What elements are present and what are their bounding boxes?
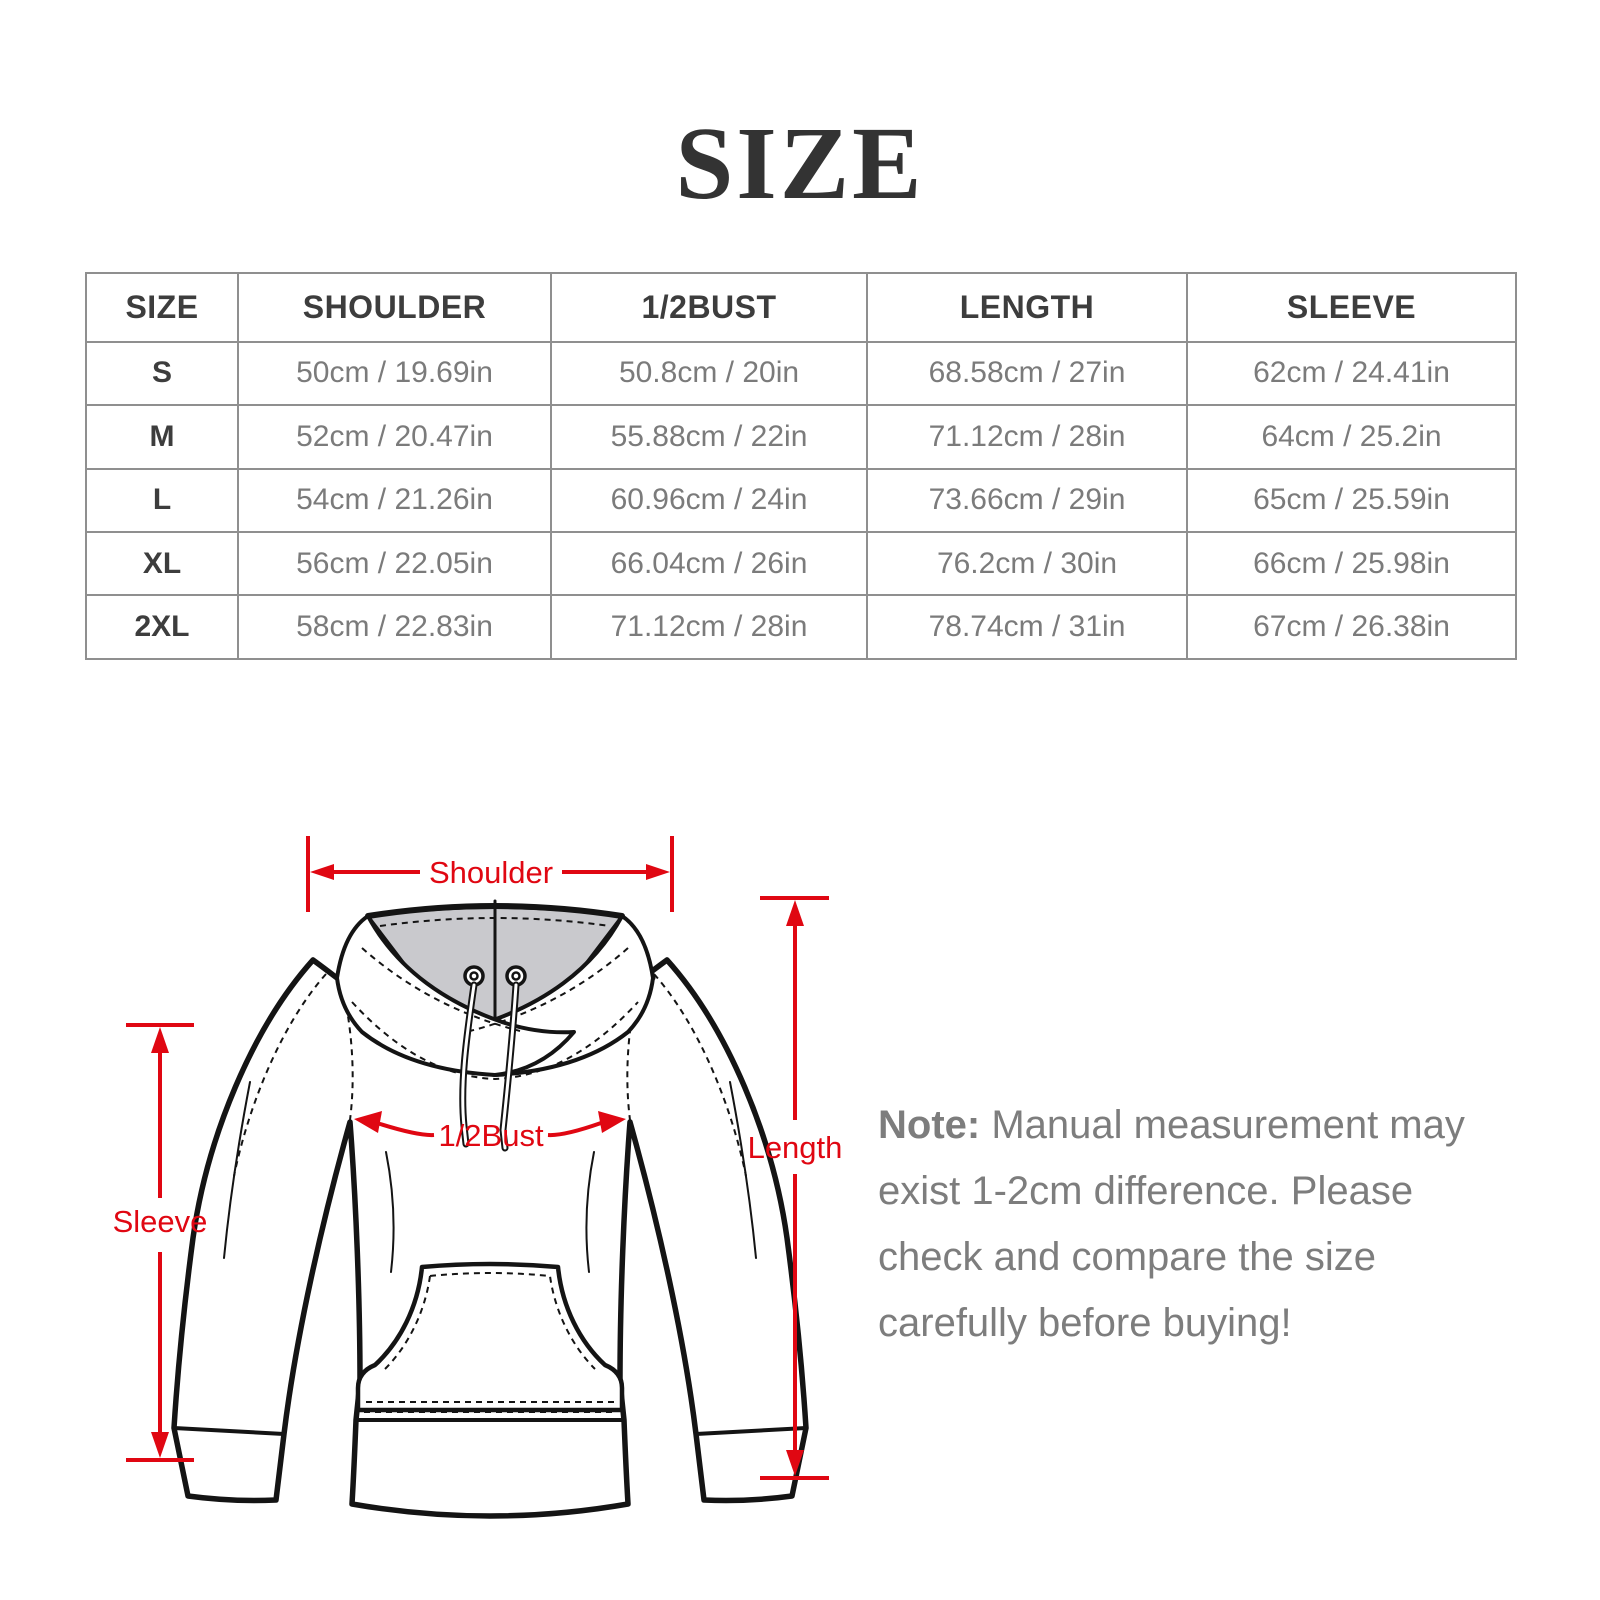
cell-shoulder: 58cm / 22.83in bbox=[238, 595, 551, 659]
table-header-row bbox=[86, 273, 1516, 342]
table-row bbox=[86, 532, 1516, 595]
length-label: Length bbox=[747, 1130, 843, 1165]
table-row bbox=[86, 595, 1516, 659]
col-header-bust: 1/2BUST bbox=[551, 273, 867, 342]
cell-length: 73.66cm / 29in bbox=[867, 469, 1187, 532]
cell-length: 68.58cm / 27in bbox=[867, 342, 1187, 405]
col-header-size: SIZE bbox=[86, 273, 238, 342]
cell-size: M bbox=[86, 405, 238, 468]
sleeve-arrowhead-down bbox=[151, 1432, 169, 1458]
shoulder-arrowhead-left bbox=[310, 864, 334, 880]
note-label: Note: bbox=[878, 1103, 981, 1147]
cell-shoulder: 50cm / 19.69in bbox=[238, 342, 551, 405]
cell-shoulder: 54cm / 21.26in bbox=[238, 469, 551, 532]
table-row bbox=[86, 469, 1516, 532]
cell-bust: 60.96cm / 24in bbox=[551, 469, 867, 532]
col-header-sleeve: SLEEVE bbox=[1187, 273, 1516, 342]
cell-length: 78.74cm / 31in bbox=[867, 595, 1187, 659]
cell-size: L bbox=[86, 469, 238, 532]
hoodie-size-diagram bbox=[100, 820, 900, 1530]
measurement-note bbox=[878, 1092, 1478, 1356]
page-title: SIZE bbox=[675, 106, 925, 221]
cell-sleeve: 67cm / 26.38in bbox=[1187, 595, 1516, 659]
col-header-shoulder: SHOULDER bbox=[238, 273, 551, 342]
note-text: Manual measurement may exist 1-2cm difference. Please check and compare the size carefully before buying! bbox=[878, 1103, 1465, 1345]
table-row bbox=[86, 405, 1516, 468]
cell-length: 76.2cm / 30in bbox=[867, 532, 1187, 595]
shoulder-arrowhead-right bbox=[646, 864, 670, 880]
cell-size: 2XL bbox=[86, 595, 238, 659]
bust-label: 1/2Bust bbox=[438, 1118, 544, 1153]
table-row bbox=[86, 342, 1516, 405]
cell-shoulder: 56cm / 22.05in bbox=[238, 532, 551, 595]
sleeve-label: Sleeve bbox=[112, 1204, 208, 1239]
sleeve-arrowhead-up bbox=[151, 1027, 169, 1053]
length-arrowhead-up bbox=[786, 900, 804, 926]
col-header-length: LENGTH bbox=[867, 273, 1187, 342]
shoulder-dimension bbox=[308, 836, 672, 912]
cell-sleeve: 66cm / 25.98in bbox=[1187, 532, 1516, 595]
cell-shoulder: 52cm / 20.47in bbox=[238, 405, 551, 468]
cell-sleeve: 62cm / 24.41in bbox=[1187, 342, 1516, 405]
cell-bust: 55.88cm / 22in bbox=[551, 405, 867, 468]
cell-sleeve: 64cm / 25.2in bbox=[1187, 405, 1516, 468]
size-chart-table bbox=[85, 272, 1517, 660]
cell-length: 71.12cm / 28in bbox=[867, 405, 1187, 468]
shoulder-label: Shoulder bbox=[428, 855, 554, 890]
cell-size: S bbox=[86, 342, 238, 405]
cell-bust: 66.04cm / 26in bbox=[551, 532, 867, 595]
cell-size: XL bbox=[86, 532, 238, 595]
cell-sleeve: 65cm / 25.59in bbox=[1187, 469, 1516, 532]
cell-bust: 50.8cm / 20in bbox=[551, 342, 867, 405]
hoodie-illustration bbox=[174, 901, 806, 1516]
cell-bust: 71.12cm / 28in bbox=[551, 595, 867, 659]
